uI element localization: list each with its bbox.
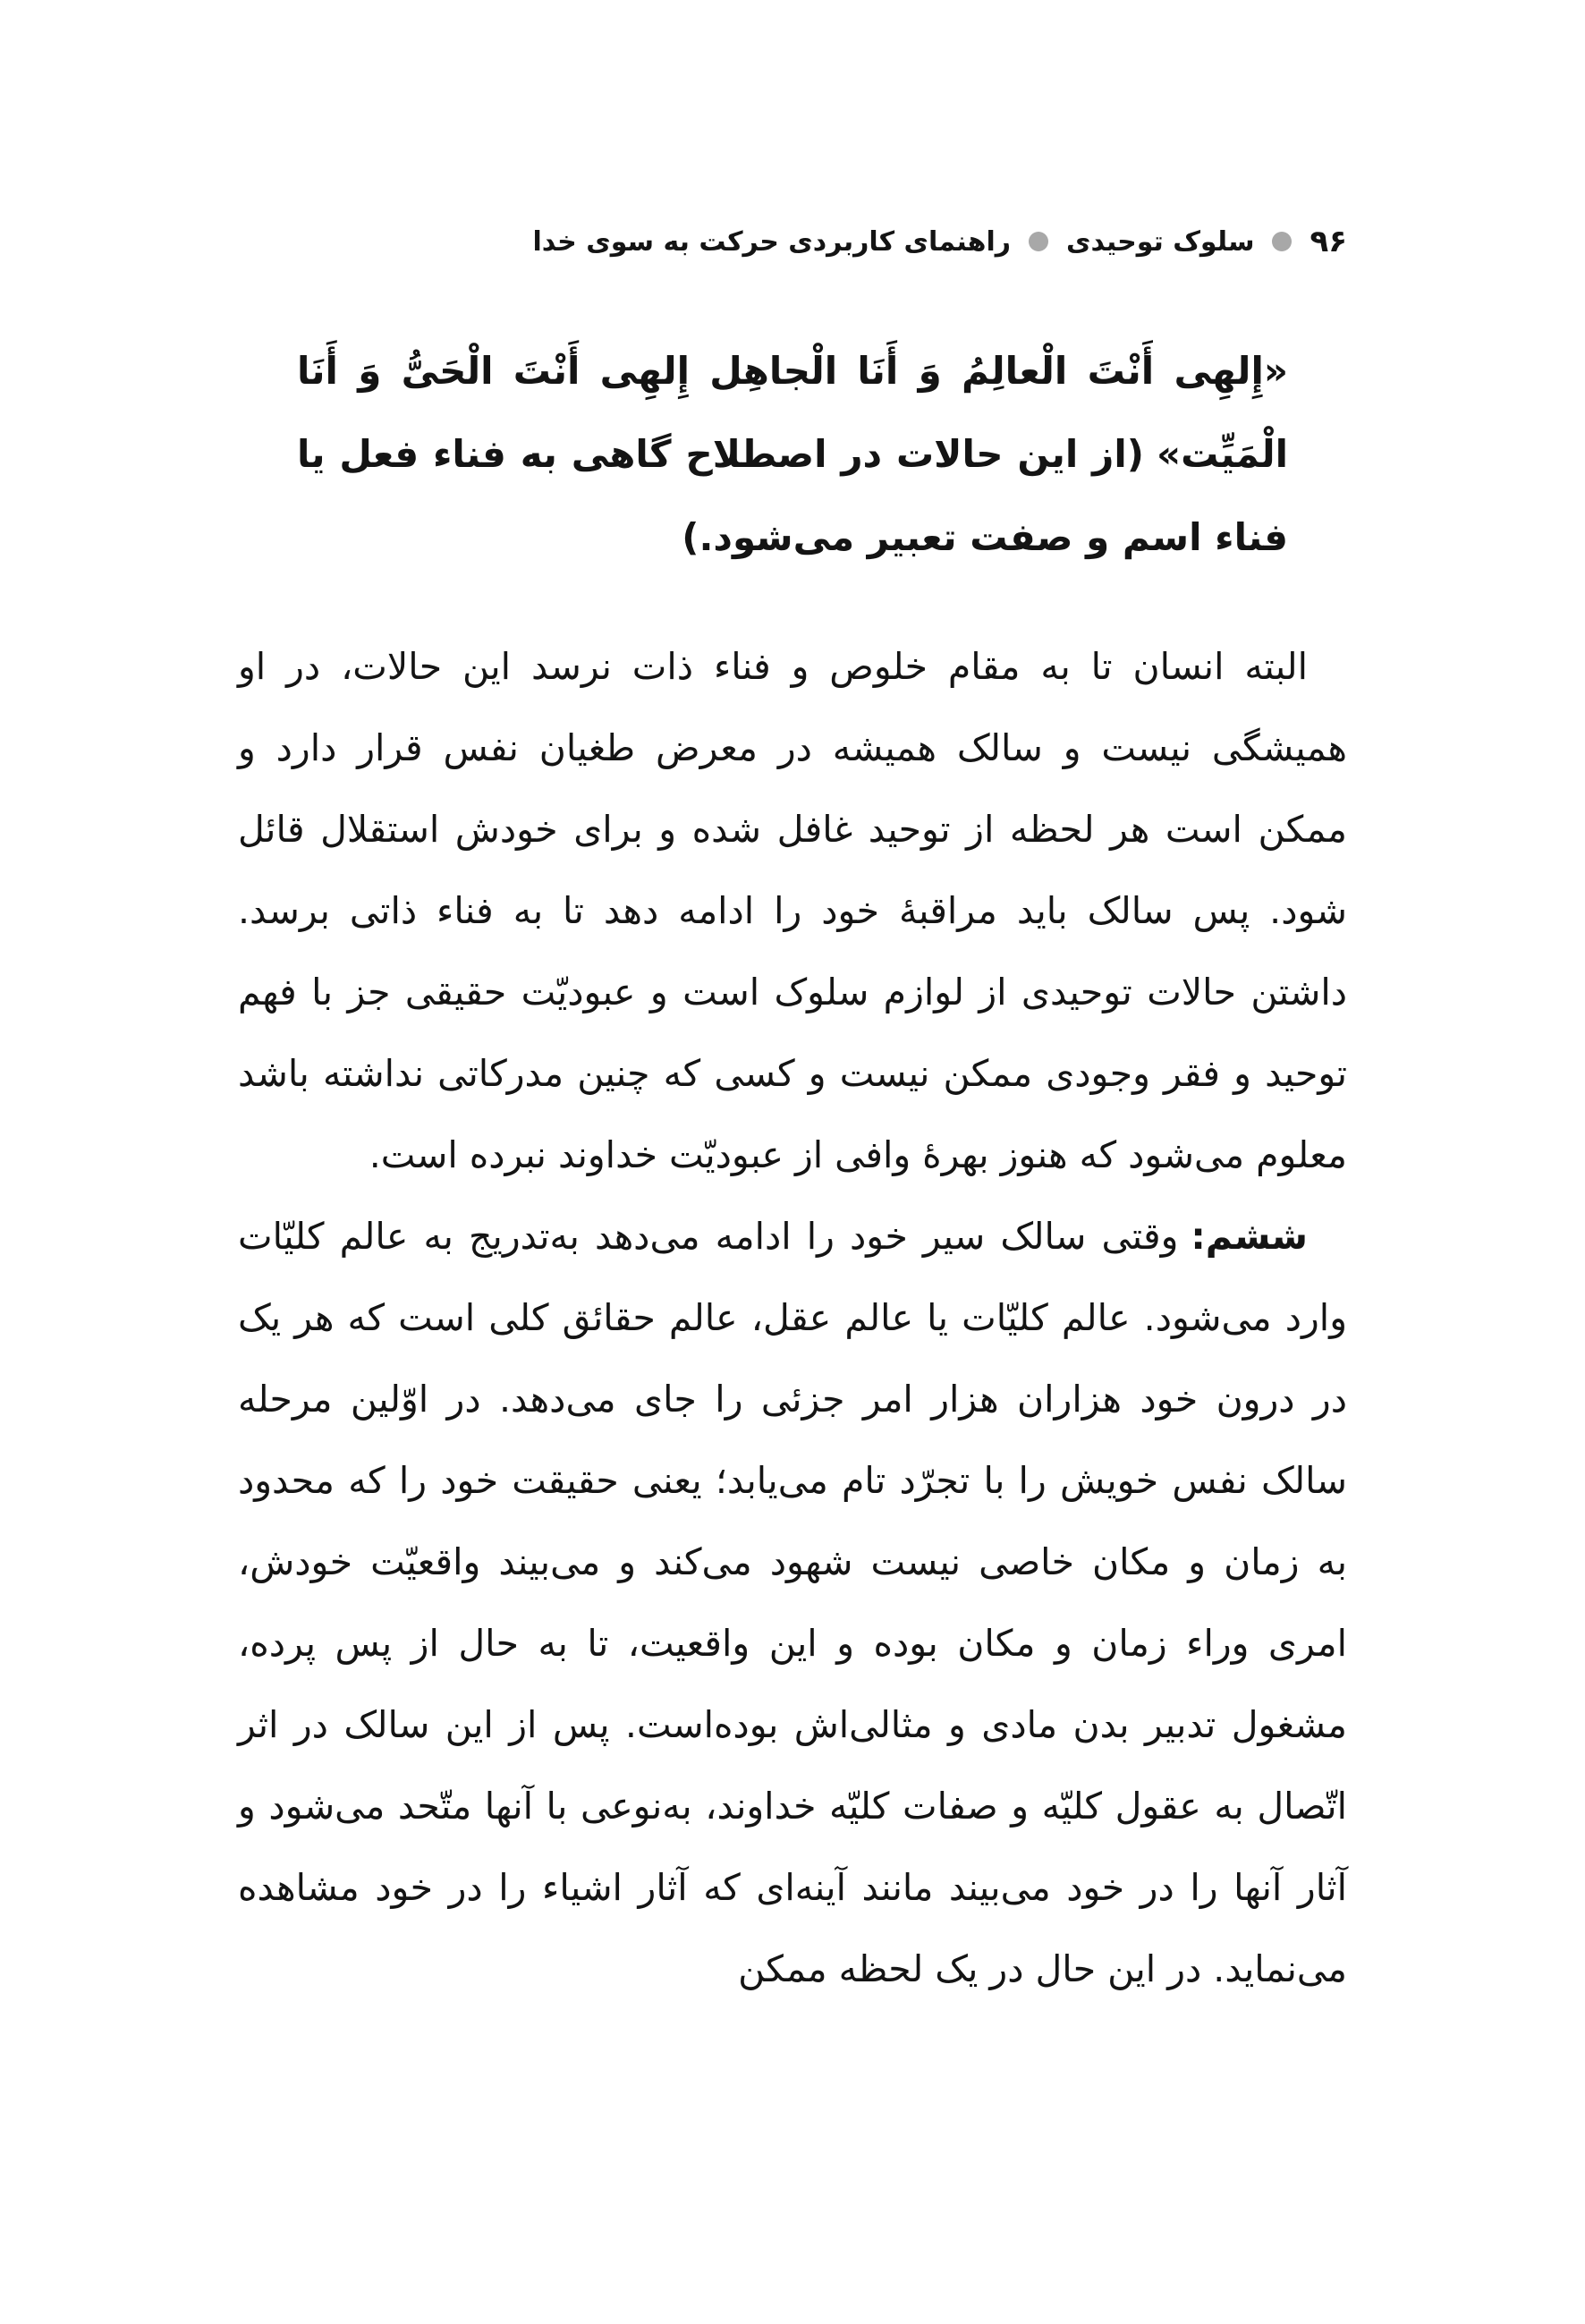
page-number: ۹۶ <box>1310 224 1347 259</box>
running-header <box>238 224 1347 259</box>
paragraph <box>238 626 1347 1196</box>
quote-parenthetical-note: (از این حالات در اصطلاح گاهی به فناء فعل یا فناء اسم و صفت تعبیر می‌شود.) <box>297 432 1288 559</box>
paragraph <box>238 1196 1347 2010</box>
block-quote <box>297 329 1288 579</box>
separator-bullet-icon <box>1272 232 1292 251</box>
separator-bullet-icon <box>1029 232 1048 251</box>
arabic-quote: «إِلهِی أَنْتَ الْعالِمُ وَ أَنَا الْجاهِل إِلهِی أَنْتَ الْحَیُّ وَ أَنَا الْمَیِّت» <box>297 349 1288 476</box>
running-head-chapter-title: راهنمای کاربردی حرکت به سوی خدا <box>532 225 1011 258</box>
body-text <box>238 626 1347 2010</box>
running-head-book-title: سلوک توحیدی <box>1066 225 1255 258</box>
paragraph-lead: ششم: <box>1191 1215 1308 1258</box>
paragraph-text: البته انسان تا به مقام خلوص و فناء ذات نرسد این حالات، در او همیشگی نیست و سالک همیشه در معرض طغیان نفس قرار دارد و ممکن است هر لحظه از توحید غافل شده و برای خودش استقلال قائل شود. پس سالک باید مراقبهٔ خود را ادامه دهد تا به فناء ذاتی برسد. داشتن حالات توحیدی از لوازم سلوک است و عبودیّت حقیقی جز با فهم توحید و فقر وجودی ممکن نیست و کسی که چنین مدرکاتی نداشته باشد معلوم می‌شود که هنوز بهرهٔ وافی از عبودیّت خداوند نبرده است. <box>238 645 1347 1176</box>
paragraph-text: وقتی سالک سیر خود را ادامه می‌دهد به‌تدریج به عالم کلیّات وارد می‌شود. عالم کلیّات یا عالم عقل، عالم حقائق کلی است که هر یک در درون خود هزاران هزار امر جزئی را جای می‌دهد. در اوّلین مرحله سالک نفس خویش را با تجرّد تام می‌یابد؛ یعنی حقیقت خود را که محدود به زمان و مکان خاصی نیست شهود می‌کند و می‌بیند واقعیّت خودش، امری وراء زمان و مکان بوده و این واقعیت، تا به حال از پس پرده، مشغول تدبیر بدن مادی و مثالی‌اش بوده‌است. پس از این سالک در اثر اتّصال به عقول کلیّه و صفات کلیّه خداوند، به‌نوعی با آنها متّحد می‌شود و آثار آنها را در خود می‌بیند مانند آینه‌ای که آثار اشیاء را در خود مشاهده می‌نماید. در این حال در یک لحظه ممکن <box>238 1215 1347 1990</box>
